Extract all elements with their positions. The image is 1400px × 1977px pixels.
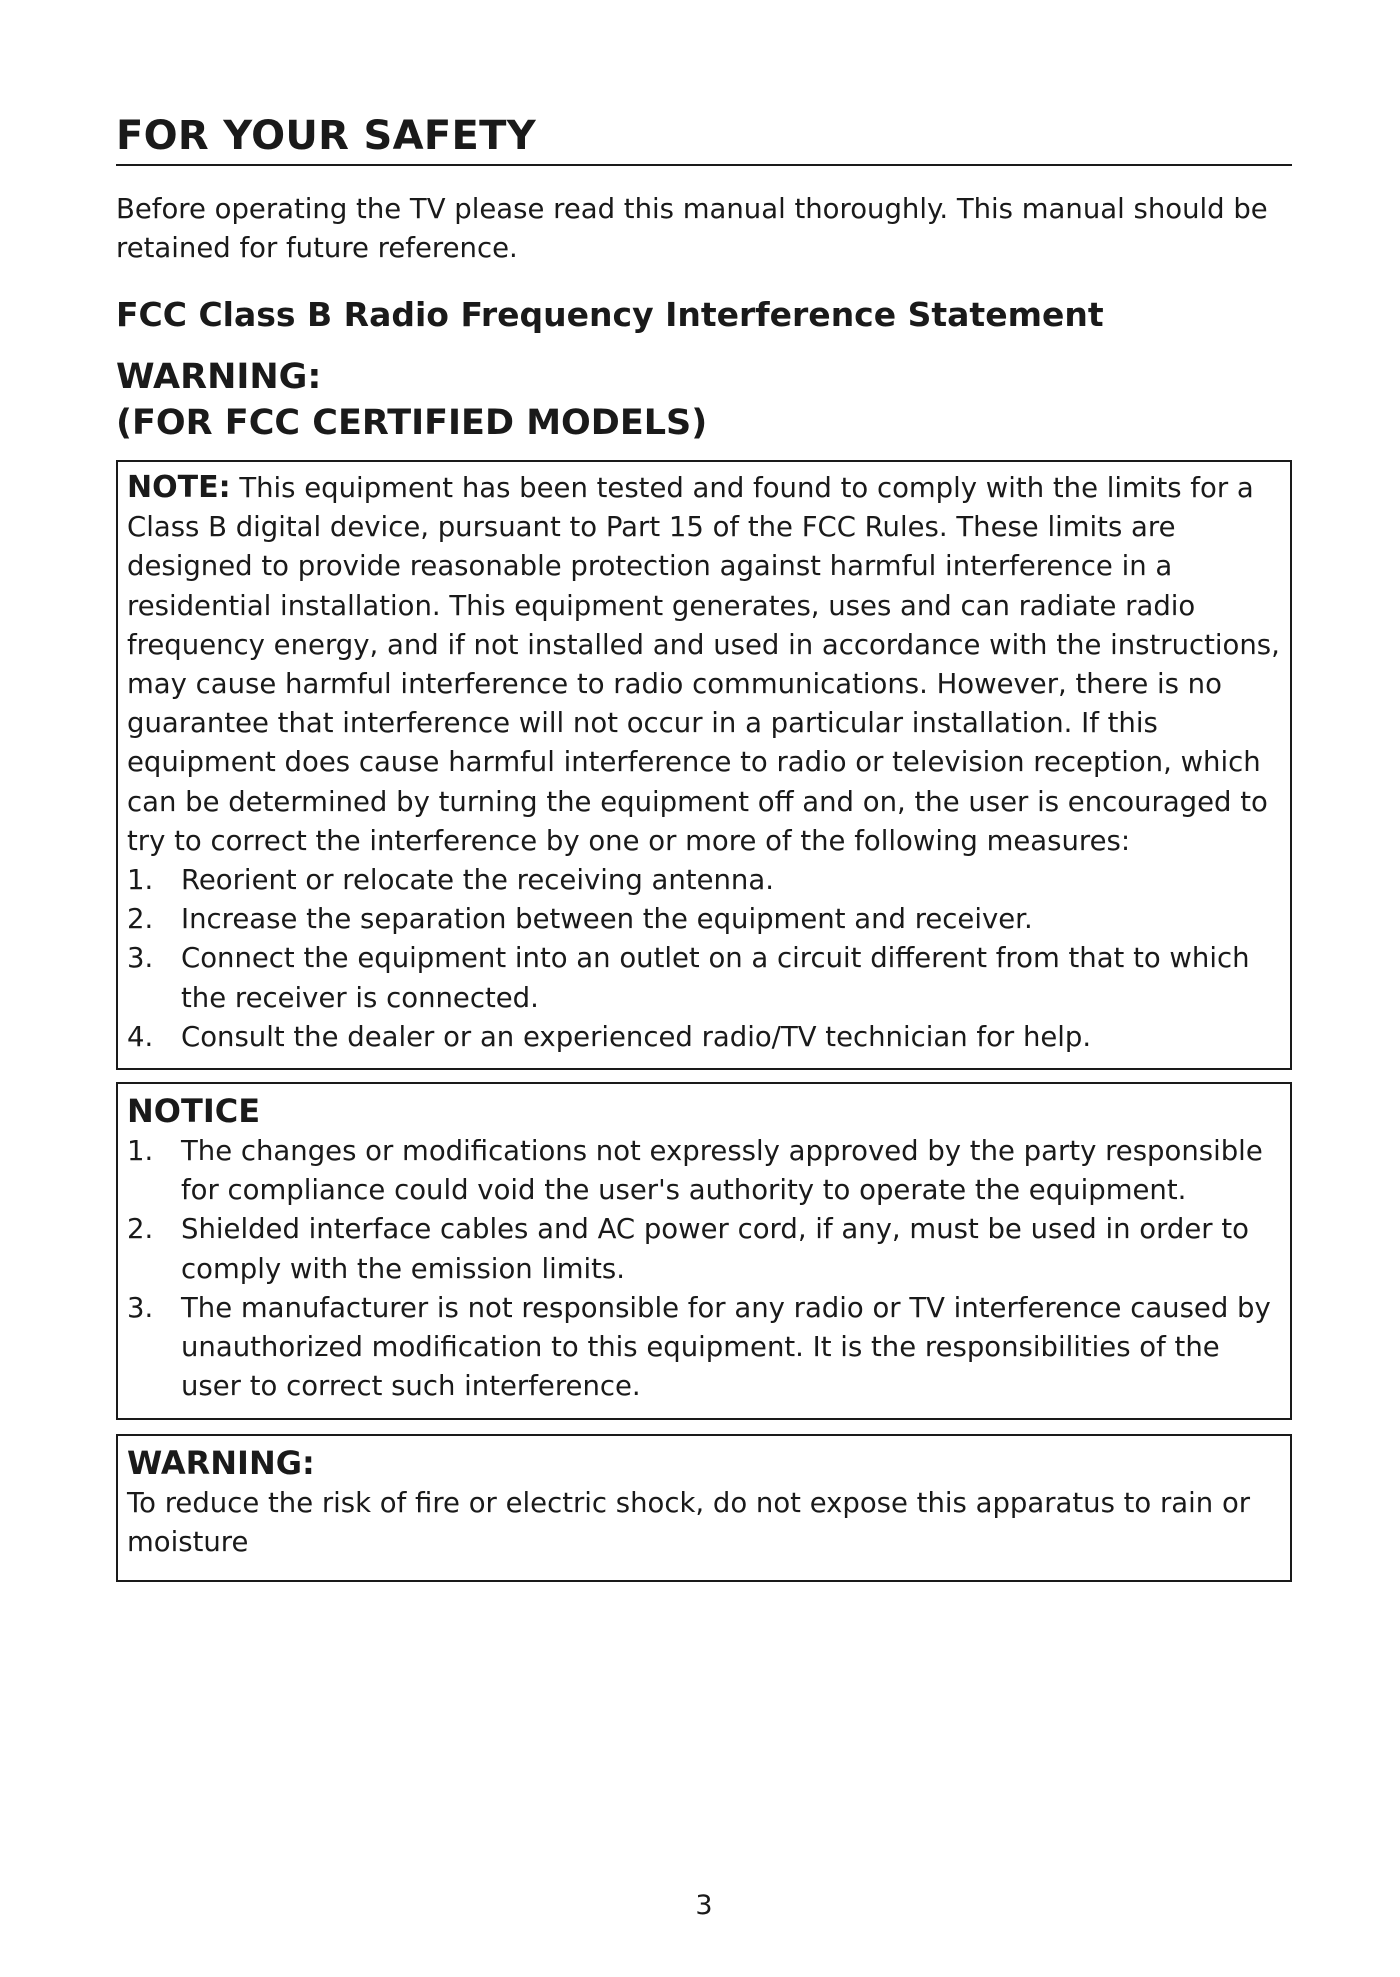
list-item-number: 2. [127, 1213, 154, 1246]
list-item-text: Shielded interface cables and AC power cord, if any, must be used in order to comply with the emission limits. [181, 1213, 1249, 1285]
list-item [127, 861, 1282, 900]
note-text: This equipment has been tested and found to comply with the limits for a Class B digital device, pursuant to Part 15 of the FCC Rules. These limits are designed to provide reasonable protection against harmful interference in a residential installation. This equipment generates, uses and can radiate radio frequency energy, and if not installed and used in accordance with the instructions, may cause harmful interference to radio communications. However, there is no guarantee that interference will not occur in a particular installation. If this equipment does cause harmful interference to radio or television reception, which can be determined by turning the equipment off and on, the user is encouraged to try to correct the interference by one or more of the following measures: [127, 472, 1280, 857]
notice-title: NOTICE [127, 1092, 261, 1130]
fcc-warning-heading-line1: WARNING: [116, 357, 322, 397]
note-measures-list [127, 861, 1282, 1057]
list-item [127, 900, 1282, 939]
note-label: NOTE: [127, 470, 231, 505]
list-item-number: 3. [127, 942, 154, 975]
list-item-text: Increase the separation between the equipment and receiver. [181, 903, 1033, 936]
warning-box [116, 1434, 1292, 1582]
list-item [127, 939, 1282, 1017]
warning-text: To reduce the risk of fire or electric shock, do not expose this apparatus to rain or moisture [127, 1487, 1251, 1559]
list-item-number: 3. [127, 1291, 154, 1324]
list-item [127, 1018, 1282, 1057]
list-item-text: Consult the dealer or an experienced radio/TV technician for help. [181, 1020, 1092, 1053]
page-number: 3 [695, 1890, 713, 1921]
note-box [116, 460, 1292, 1070]
fcc-statement-heading: FCC Class B Radio Frequency Interference Statement [116, 295, 1104, 334]
warning-title: WARNING: [127, 1444, 315, 1482]
list-item-text: The changes or modifications not expressly approved by the party responsible for compliance could void the user's authority to operate the equipment. [181, 1135, 1263, 1207]
fcc-warning-heading-line2: (FOR FCC CERTIFIED MODELS) [116, 403, 708, 443]
intro-paragraph: Before operating the TV please read this manual thoroughly. This manual should be retained for future reference. [116, 193, 1268, 264]
list-item-number: 1. [127, 864, 154, 897]
list-item-text: The manufacturer is not responsible for any radio or TV interference caused by unauthorized modification to this equipment. It is the responsibilities of the user to correct such interference. [181, 1291, 1271, 1403]
list-item-number: 1. [127, 1135, 154, 1167]
fcc-warning-heading [116, 354, 707, 446]
notice-list [127, 1132, 1282, 1406]
list-item-number: 2. [127, 903, 154, 936]
list-item [127, 1132, 1282, 1210]
note-paragraph [127, 468, 1282, 861]
list-item [127, 1289, 1282, 1407]
page-title: FOR YOUR SAFETY [116, 113, 536, 159]
list-item-text: Reorient or relocate the receiving antenna. [181, 864, 774, 897]
notice-box [116, 1082, 1292, 1420]
list-item-text: Connect the equipment into an outlet on a circuit different from that to which the receiver is connected. [181, 942, 1250, 1014]
title-divider [116, 164, 1292, 166]
list-item-number: 4. [127, 1020, 154, 1053]
list-item [127, 1210, 1282, 1288]
